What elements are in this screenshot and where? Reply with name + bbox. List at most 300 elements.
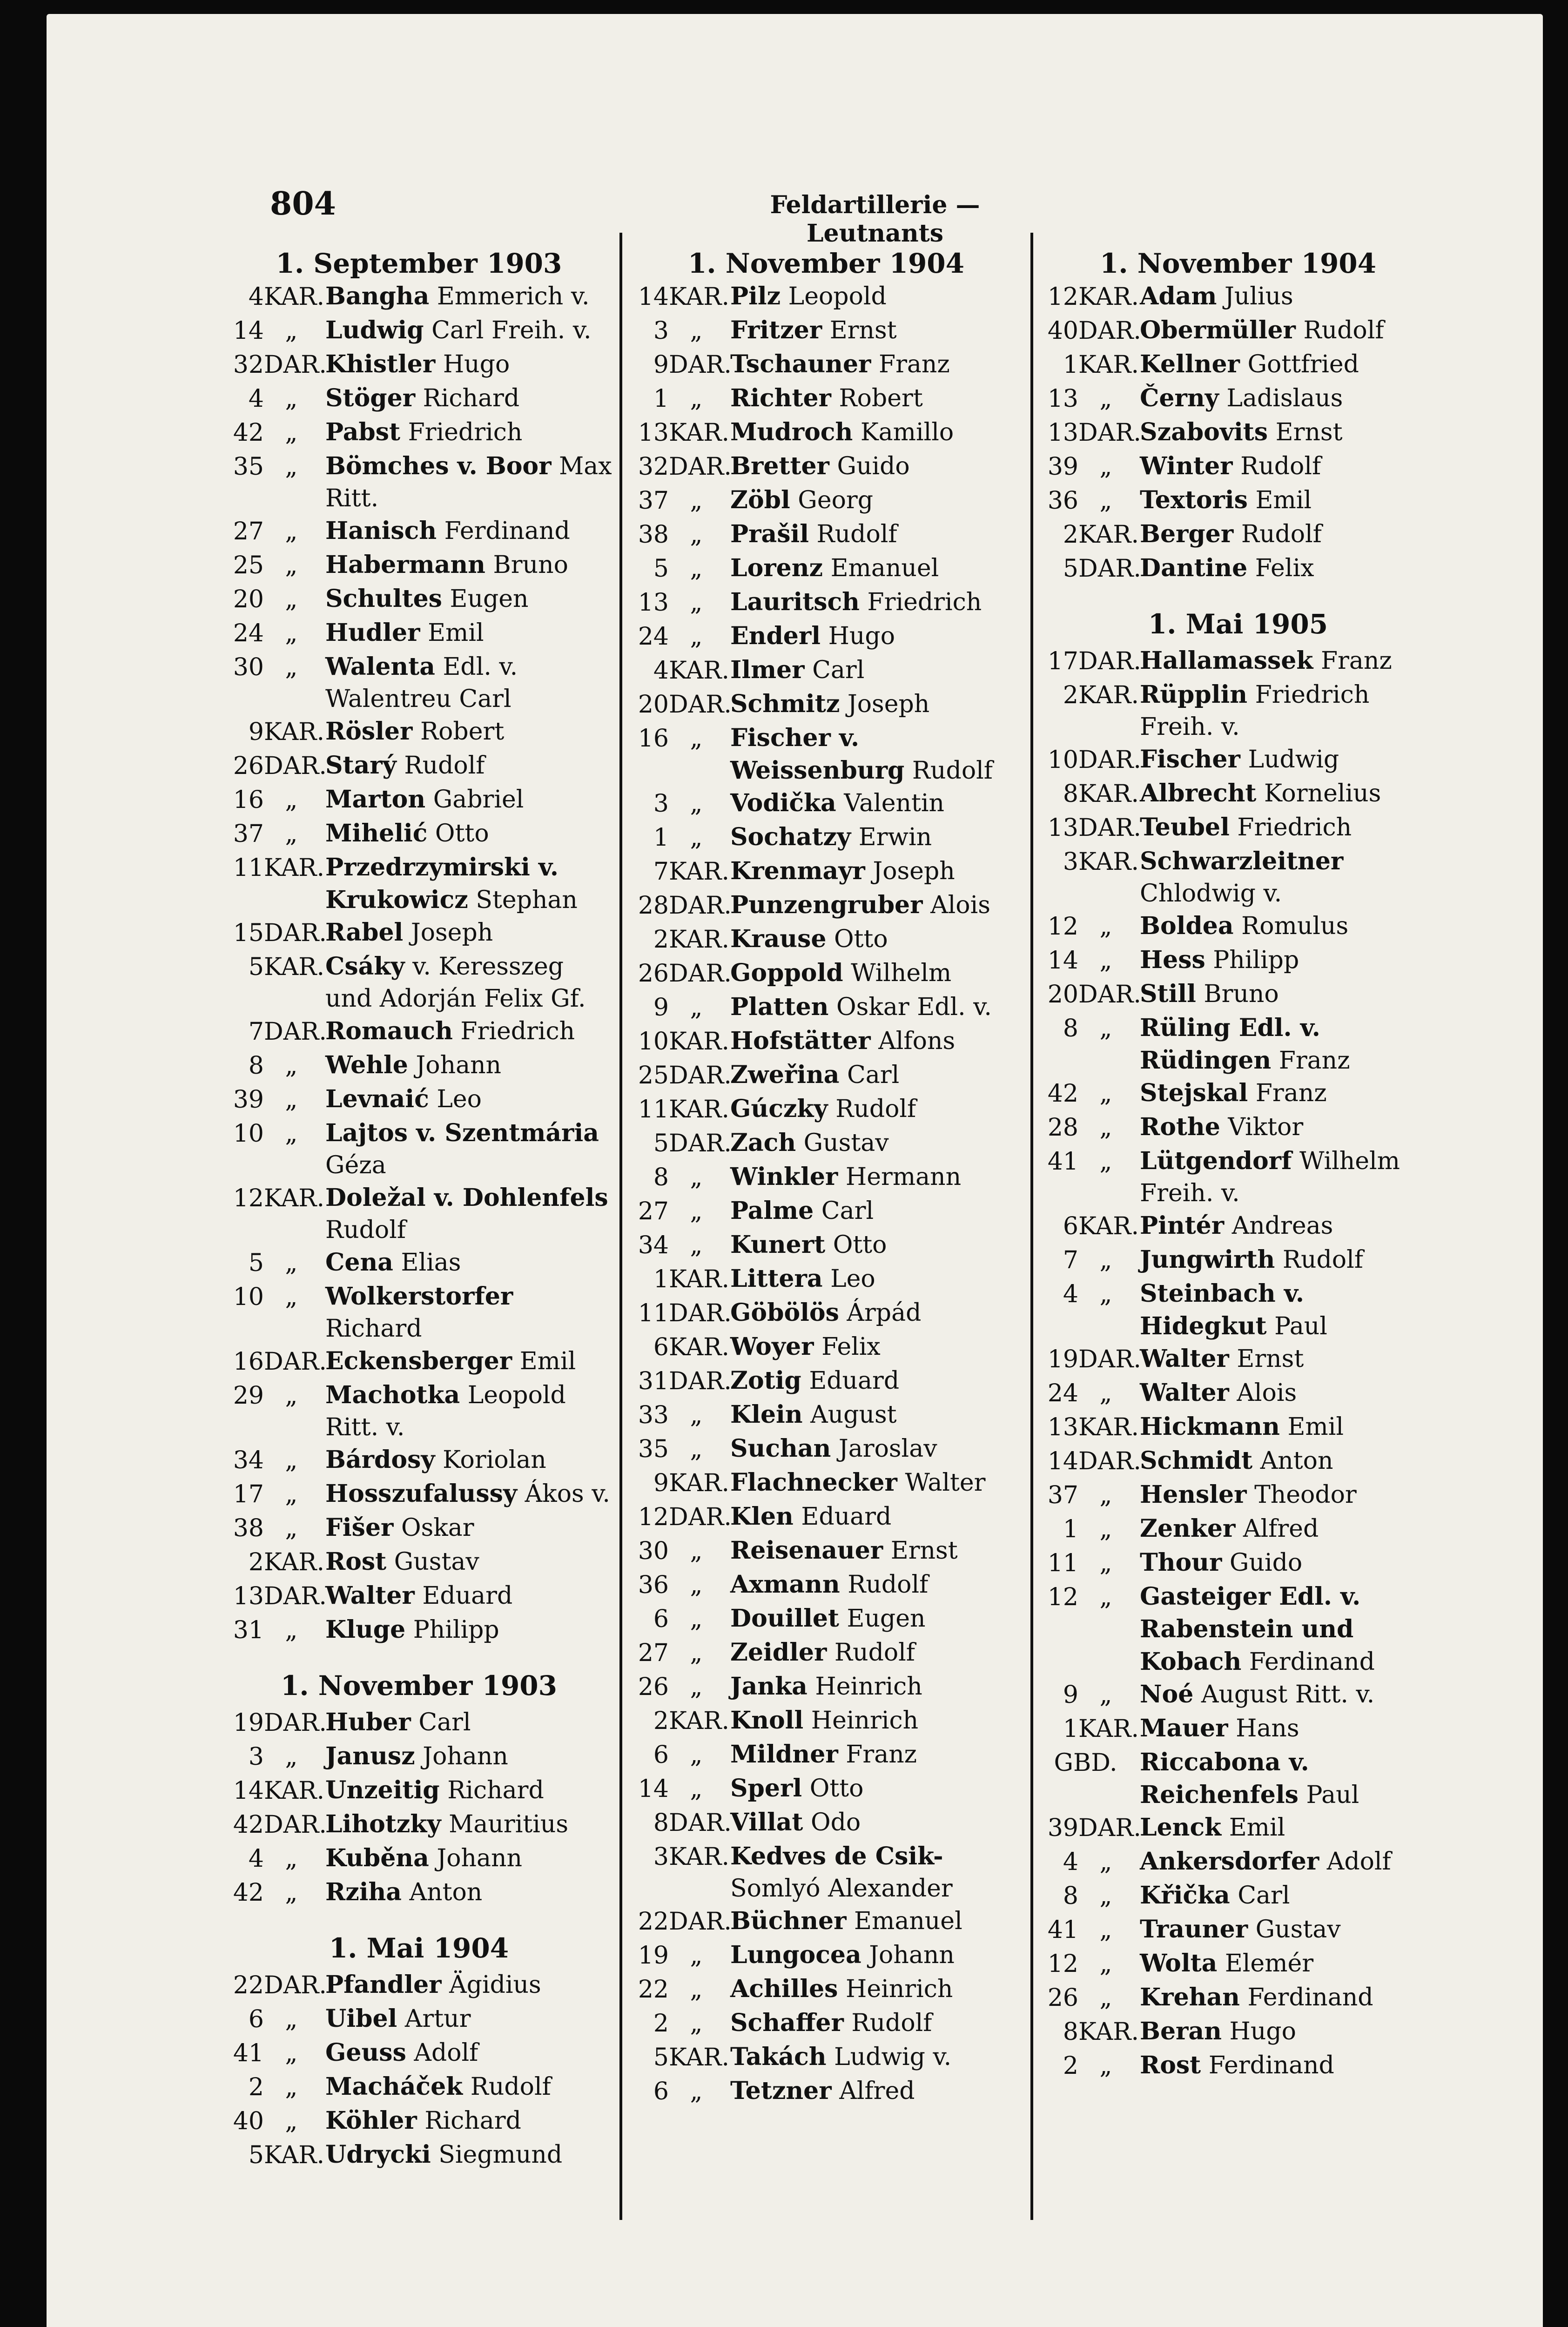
roster-entry: [628, 1602, 1024, 1636]
roster-entry: [223, 2003, 614, 2037]
regiment-type: „: [1099, 1916, 1112, 1944]
roster-entry: [1038, 645, 1438, 679]
regiment-number: 14: [1047, 1447, 1078, 1475]
regiment-number: 5: [248, 953, 264, 981]
unit-code: [628, 889, 730, 923]
roster-entry: [223, 1246, 614, 1280]
regiment-number: 37: [1047, 1481, 1078, 1509]
given-names: Ferdinand: [1247, 1984, 1373, 2011]
unit-code: [628, 1161, 730, 1195]
unit-code: [223, 2105, 325, 2139]
roster-entry: [1038, 314, 1438, 348]
regiment-number: 8: [1063, 1882, 1078, 1910]
surname: Mihelić: [325, 819, 428, 847]
surname: Geuss: [325, 2038, 406, 2067]
given-names: Eugen: [847, 1605, 926, 1633]
regiment-type: „: [690, 1164, 703, 1191]
regiment-type: „: [285, 1743, 298, 1771]
regiment-type: KAR.: [264, 1548, 324, 1576]
regiment-type: DAR.: [669, 1062, 732, 1090]
officer-name: [325, 2105, 614, 2139]
officer-name: [325, 2071, 614, 2105]
regiment-type: KAR.: [669, 1707, 729, 1735]
officer-name: [325, 715, 614, 749]
officer-name: [1140, 845, 1438, 910]
officer-name: [730, 722, 1024, 787]
unit-code: [223, 1083, 325, 1117]
roster-entry: [223, 549, 614, 583]
regiment-type: „: [285, 1120, 298, 1148]
given-names: Richard: [424, 2107, 521, 2135]
roster-entry: [1038, 743, 1438, 777]
officer-name: [730, 1568, 1024, 1602]
officer-name: [1140, 382, 1438, 416]
regiment-number: 41: [233, 2039, 264, 2067]
unit-code: [223, 1842, 325, 1876]
given-names: Carl: [1238, 1882, 1290, 1910]
officer-name: [325, 280, 614, 314]
regiment-type: „: [285, 551, 298, 579]
roster-entry: [1038, 450, 1438, 484]
unit-code: [1038, 314, 1140, 348]
unit-code: [628, 416, 730, 450]
officer-name: [325, 450, 614, 515]
given-names: Franz: [1320, 647, 1392, 675]
regiment-type: „: [1099, 1114, 1112, 1142]
officer-name: [1140, 777, 1438, 811]
officer-name: [730, 787, 1024, 821]
given-names: Felix: [821, 1333, 881, 1361]
officer-name: [1140, 1547, 1438, 1580]
roster-entry: [223, 715, 614, 749]
roster-entry: [628, 1534, 1024, 1568]
regiment-type: KAR.: [669, 1265, 729, 1293]
regiment-number: 27: [638, 1639, 669, 1667]
officer-name: [325, 2003, 614, 2037]
regiment-number: 38: [638, 521, 669, 549]
unit-code: [1038, 1678, 1140, 1712]
officer-name: [730, 2075, 1024, 2109]
regiment-type: „: [285, 653, 298, 681]
surname: Winkler: [730, 1163, 838, 1191]
surname: Winter: [1140, 452, 1233, 480]
roster-entry: [223, 2071, 614, 2105]
regiment-type: „: [285, 1283, 298, 1311]
given-names: Ernst: [829, 316, 897, 344]
unit-code: [1038, 1746, 1140, 1811]
surname: Stejskal: [1140, 1079, 1248, 1107]
regiment-type: „: [690, 623, 703, 651]
officer-name: [1140, 1445, 1438, 1479]
regiment-number: 24: [1047, 1379, 1078, 1407]
officer-name: [730, 1636, 1024, 1670]
officer-name: [325, 1280, 614, 1345]
unit-code: [1038, 1111, 1140, 1145]
given-names: Friedrich: [460, 1017, 575, 1045]
regiment-number: 7: [248, 1018, 264, 1046]
officer-name: [325, 783, 614, 817]
given-names: Adolf: [1326, 1848, 1391, 1876]
surname: Krause: [730, 925, 827, 953]
unit-code: [628, 1772, 730, 1806]
officer-name: [1140, 743, 1438, 777]
unit-code: [1038, 845, 1140, 910]
officer-name: [1140, 1879, 1438, 1913]
unit-code: [223, 817, 325, 851]
regiment-number: 40: [233, 2107, 264, 2135]
roster-entry: [628, 2007, 1024, 2041]
regiment-number: 6: [653, 1605, 669, 1633]
regiment-type: „: [1099, 1882, 1112, 1910]
regiment-type: DAR.: [1078, 814, 1141, 842]
officer-name: [1140, 484, 1438, 518]
roster-entry: [1038, 811, 1438, 845]
surname: Steinbach v. Hidegkut: [1140, 1279, 1304, 1340]
given-names: Rudolf: [1240, 452, 1321, 480]
surname: Still: [1140, 980, 1196, 1008]
officer-name: [730, 1297, 1024, 1331]
regiment-number: 28: [1047, 1114, 1078, 1142]
regiment-number: 25: [638, 1062, 669, 1090]
surname: Schwarzleitner: [1140, 847, 1344, 875]
regiment-number: 42: [1047, 1080, 1078, 1108]
unit-code: [1038, 1845, 1140, 1879]
unit-code: [1038, 1479, 1140, 1513]
roster-entry: [1038, 1879, 1438, 1913]
surname: Doležal v. Dohlenfels: [325, 1184, 608, 1212]
unit-code: [628, 1905, 730, 1939]
surname: Douillet: [730, 1604, 839, 1633]
roster-entry: [223, 651, 614, 715]
surname: Punzengruber: [730, 891, 923, 919]
given-names: Franz: [1279, 1047, 1350, 1075]
officer-name: [325, 314, 614, 348]
unit-code: [1038, 777, 1140, 811]
regiment-type: „: [285, 1879, 298, 1907]
regiment-type: KAR.: [264, 1777, 324, 1805]
surname: Rösler: [325, 717, 413, 746]
surname: Hudler: [325, 619, 420, 647]
regiment-number: 26: [638, 960, 669, 988]
roster-entry: [223, 817, 614, 851]
surname: Bárdosy: [325, 1446, 435, 1474]
surname: Rziha: [325, 1878, 402, 1906]
unit-code: [223, 280, 325, 314]
regiment-number: 3: [1063, 848, 1078, 876]
given-names: Hans: [1236, 1715, 1299, 1742]
surname: Wehle: [325, 1051, 408, 1079]
officer-name: [325, 1478, 614, 1512]
regiment-number: 16: [233, 786, 264, 814]
regiment-type: „: [285, 2107, 298, 2135]
roster-entry: [1038, 552, 1438, 586]
surname: Beran: [1140, 2017, 1222, 2045]
given-names: Heinrich: [811, 1707, 919, 1735]
officer-name: [730, 991, 1024, 1025]
unit-code: [223, 749, 325, 783]
unit-code: [1038, 1411, 1140, 1445]
unit-code: [1038, 1210, 1140, 1244]
regiment-type: DAR.: [1078, 1345, 1141, 1373]
roster-entry: [628, 1195, 1024, 1229]
officer-name: [325, 382, 614, 416]
surname: Hosszufalussy: [325, 1480, 518, 1508]
surname: Rabel: [325, 918, 404, 947]
regiment-type: „: [690, 555, 703, 583]
surname: Ilmer: [730, 656, 805, 684]
officer-name: [730, 1973, 1024, 2007]
unit-code: [223, 1512, 325, 1546]
roster-entry: [628, 1568, 1024, 1602]
regiment-type: DAR.: [264, 919, 327, 947]
officer-name: [1140, 679, 1438, 743]
surname: Schaffer: [730, 2009, 844, 2037]
surname: Lihotzky: [325, 1810, 441, 1838]
unit-code: [628, 1297, 730, 1331]
roster-entry: [628, 722, 1024, 787]
surname: Rost: [1140, 2051, 1201, 2079]
regiment-number: 22: [638, 1908, 669, 1936]
officer-name: [730, 889, 1024, 923]
officer-name: [325, 416, 614, 450]
unit-code: [628, 1806, 730, 1840]
roster-entry: [1038, 416, 1438, 450]
regiment-number: 36: [1047, 487, 1078, 515]
roster-entry: [223, 1614, 614, 1648]
officer-name: [730, 1738, 1024, 1772]
surname: Wolta: [1140, 1949, 1218, 1977]
surname: Zenker: [1140, 1514, 1236, 1543]
officer-name: [1140, 1845, 1438, 1879]
regiment-type: „: [1099, 947, 1112, 975]
regiment-type: KAR.: [669, 1028, 729, 1056]
given-names: Carl: [821, 1197, 874, 1225]
officer-name: [730, 2007, 1024, 2041]
given-names: Oskar: [401, 1514, 474, 1542]
regiment-number: 10: [1047, 746, 1078, 774]
given-names: Emil: [1255, 486, 1312, 514]
unit-code: [628, 2007, 730, 2041]
surname: Flachnecker: [730, 1468, 897, 1497]
regiment-type: KAR.: [669, 657, 729, 685]
regiment-number: 38: [233, 1514, 264, 1542]
officer-name: [325, 1876, 614, 1910]
regiment-number: 12: [1047, 283, 1078, 311]
unit-code: [628, 1704, 730, 1738]
roster-entry: [1038, 1678, 1438, 1712]
regiment-type: DAR.: [264, 1348, 327, 1376]
regiment-number: 10: [233, 1120, 264, 1148]
unit-code: [223, 1740, 325, 1774]
roster-entry: [1038, 1077, 1438, 1111]
surname: Walter: [1140, 1345, 1229, 1373]
regiment-number: 1: [653, 1265, 669, 1293]
given-names: Rudolf: [816, 520, 897, 548]
regiment-type: „: [1099, 453, 1112, 481]
regiment-type: „: [1099, 1950, 1112, 1978]
regiment-type: KAR.: [264, 2141, 324, 2169]
officer-name: [730, 855, 1024, 889]
officer-name: [325, 817, 614, 851]
regiment-type: DAR.: [264, 1582, 327, 1610]
regiment-type: „: [285, 1480, 298, 1508]
unit-code: [223, 2071, 325, 2105]
regiment-number: 22: [233, 1971, 264, 1999]
regiment-type: DAR.: [264, 1018, 327, 1046]
roster-entry: [223, 1444, 614, 1478]
unit-code: [628, 1939, 730, 1973]
surname: Berger: [1140, 520, 1234, 548]
roster-entry: [223, 314, 614, 348]
regiment-type: „: [1099, 1583, 1112, 1611]
column-1: [223, 247, 614, 2172]
regiment-number: 11: [638, 1299, 669, 1327]
regiment-number: 39: [1047, 1814, 1078, 1842]
surname: Bömches v. Boor: [325, 452, 552, 480]
officer-name: [730, 1939, 1024, 1973]
roster-entry: [628, 1093, 1024, 1127]
unit-code: [1038, 679, 1140, 743]
surname: Janusz: [325, 1742, 415, 1770]
officer-name: [325, 916, 614, 950]
surname: Walter: [1140, 1379, 1229, 1407]
roster-entry: [1038, 1145, 1438, 1210]
regiment-type: DAR.: [264, 351, 327, 379]
unit-code: [1038, 1981, 1140, 2015]
unit-code: [1038, 1947, 1140, 1981]
roster-entry: [628, 1161, 1024, 1195]
regiment-type: „: [285, 1514, 298, 1542]
officer-name: [730, 416, 1024, 450]
regiment-number: 1: [653, 824, 669, 852]
roster-entry: [628, 552, 1024, 586]
officer-name: [730, 1059, 1024, 1093]
regiment-number: 19: [233, 1709, 264, 1737]
surname: Fischer v. Weissenburg: [730, 724, 905, 785]
unit-code: [1038, 910, 1140, 944]
regiment-type: DAR.: [669, 453, 732, 481]
officer-name: [325, 1117, 614, 1182]
regiment-number: 2: [1063, 2052, 1078, 2080]
officer-name: [325, 1182, 614, 1246]
regiment-type: „: [1099, 1848, 1112, 1876]
officer-name: [730, 620, 1024, 654]
roster-entry: [223, 382, 614, 416]
unit-code: [1038, 2049, 1140, 2083]
officer-name: [1140, 1947, 1438, 1981]
roster-entry: [628, 2041, 1024, 2075]
surname: Mildner: [730, 1740, 838, 1769]
regiment-number: 14: [233, 317, 264, 345]
roster-entry: [223, 1580, 614, 1614]
unit-code: [223, 1808, 325, 1842]
roster-entry: [223, 617, 614, 651]
regiment-number: 9: [1063, 1681, 1078, 1709]
roster-entry: [628, 821, 1024, 855]
regiment-type: „: [690, 824, 703, 852]
regiment-number: 8: [653, 1809, 669, 1837]
officer-name: [1140, 450, 1438, 484]
surname: Lorenz: [730, 554, 823, 582]
surname: Tschauner: [730, 350, 871, 378]
surname: Schmidt: [1140, 1446, 1253, 1475]
given-names: Joseph: [847, 690, 930, 718]
regiment-type: „: [1099, 1080, 1112, 1108]
regiment-type: „: [285, 1086, 298, 1114]
given-names: August: [810, 1401, 897, 1429]
regiment-type: „: [285, 1382, 298, 1410]
given-names: Erwin: [858, 823, 932, 851]
regiment-type: „: [285, 619, 298, 647]
surname: Ludwig: [325, 316, 424, 344]
unit-code: [628, 654, 730, 688]
surname: Janka: [730, 1672, 808, 1701]
roster-entry: [628, 1297, 1024, 1331]
officer-name: [730, 1670, 1024, 1704]
regiment-type: „: [1099, 1481, 1112, 1509]
given-names: Max Ritt.: [325, 452, 612, 512]
regiment-type: KAR.: [669, 1096, 729, 1123]
unit-code: [1038, 1811, 1140, 1845]
unit-code: [223, 1117, 325, 1182]
roster-entry: [1038, 1210, 1438, 1244]
unit-code: [1038, 1377, 1140, 1411]
regiment-type: KAR.: [264, 718, 324, 746]
roster-entry: [223, 916, 614, 950]
given-names: Adolf: [414, 2039, 478, 2067]
given-names: Julius: [1224, 282, 1293, 310]
regiment-number: 20: [638, 691, 669, 719]
officer-name: [730, 518, 1024, 552]
officer-name: [1140, 944, 1438, 978]
given-names: Elias: [401, 1249, 461, 1277]
regiment-type: DAR.: [1078, 555, 1141, 583]
given-names: Hugo: [443, 350, 510, 378]
regiment-type: „: [690, 1775, 703, 1803]
surname: Göbölös: [730, 1298, 839, 1327]
officer-name: [1140, 1580, 1438, 1678]
unit-code: [1038, 1343, 1140, 1377]
regiment-number: 4: [248, 385, 264, 413]
officer-name: [325, 1345, 614, 1379]
given-names: Rudolf: [912, 757, 993, 785]
given-names: Heinrich: [845, 1975, 953, 2003]
regiment-type: „: [690, 725, 703, 753]
regiment-type: DAR.: [669, 1908, 732, 1936]
roster-entry: [223, 1478, 614, 1512]
regiment-type: „: [690, 1976, 703, 2004]
regiment-number: 37: [638, 487, 669, 515]
surname: Csáky: [325, 952, 405, 981]
regiment-number: 5: [1063, 555, 1078, 583]
given-names: Árpád: [847, 1299, 922, 1327]
given-names: Friedrich: [408, 418, 523, 446]
unit-code: [223, 2003, 325, 2037]
officer-name: [730, 382, 1024, 416]
regiment-type: DAR.: [669, 1809, 732, 1837]
unit-code: [223, 950, 325, 1015]
regiment-number: 2: [653, 926, 669, 954]
officer-name: [1140, 1981, 1438, 2015]
unit-code: [628, 787, 730, 821]
given-names: Leopold Ritt. v.: [325, 1381, 566, 1441]
regiment-number: 17: [1047, 647, 1078, 675]
regiment-type: DAR.: [669, 892, 732, 920]
officer-name: [1140, 1012, 1438, 1077]
regiment-type: KAR.: [669, 2044, 729, 2071]
roster-entry: [223, 749, 614, 783]
given-names: Eduard: [801, 1503, 892, 1531]
